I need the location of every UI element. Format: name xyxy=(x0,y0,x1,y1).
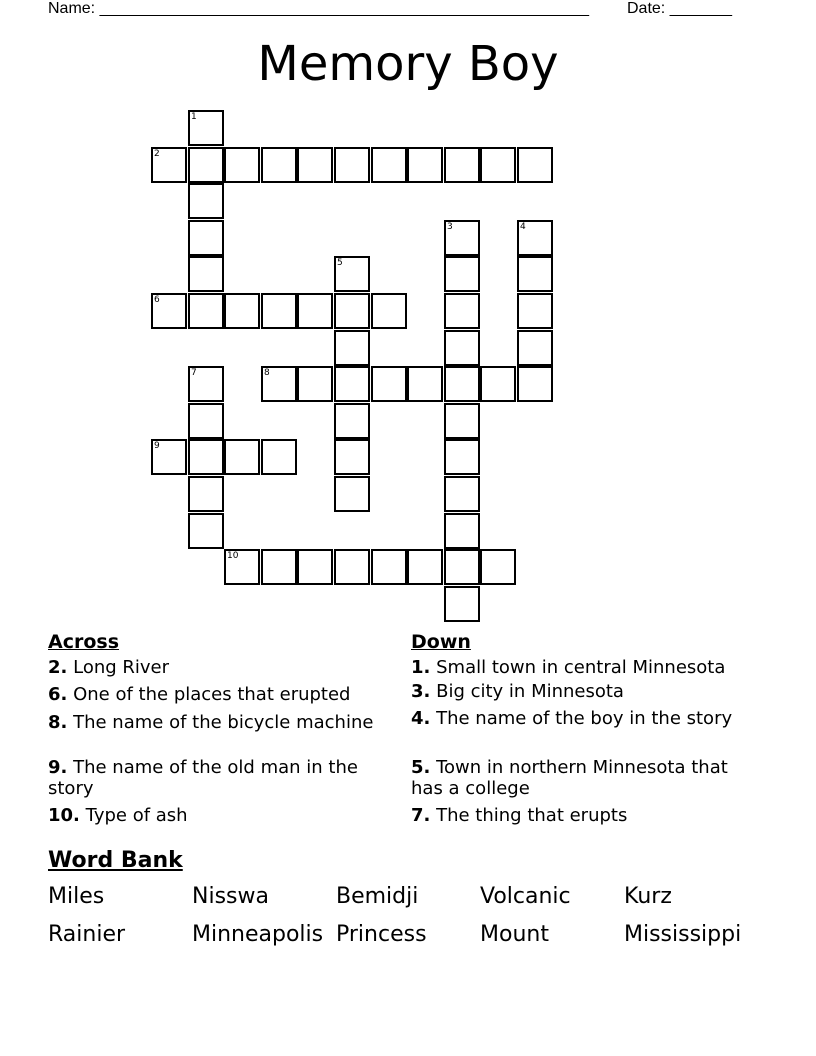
clue-across-6 xyxy=(48,684,383,705)
clue-down-3 xyxy=(411,681,746,702)
crossword-cell[interactable] xyxy=(517,366,553,402)
crossword-cell[interactable] xyxy=(334,256,370,292)
cell-number: 9 xyxy=(154,441,160,451)
crossword-cell[interactable] xyxy=(444,293,480,329)
cell-number: 3 xyxy=(447,222,453,232)
word-bank-item: Minneapolis xyxy=(192,922,324,947)
cell-number: 1 xyxy=(191,112,197,122)
crossword-cell[interactable] xyxy=(444,256,480,292)
cell-number: 10 xyxy=(227,551,239,561)
crossword-cell[interactable] xyxy=(151,439,187,475)
crossword-cell[interactable] xyxy=(188,183,224,219)
word-bank-item: Nisswa xyxy=(192,884,269,909)
clue-number: 2. xyxy=(48,657,68,678)
clue-number: 10. xyxy=(48,805,80,826)
crossword-cell[interactable] xyxy=(224,147,260,183)
crossword-cell[interactable] xyxy=(188,476,224,512)
crossword-cell[interactable] xyxy=(334,439,370,475)
crossword-cell[interactable] xyxy=(151,147,187,183)
down-heading: Down xyxy=(411,631,471,653)
crossword-cell[interactable] xyxy=(480,366,516,402)
clue-text: Type of ash xyxy=(85,805,188,826)
crossword-cell[interactable] xyxy=(444,147,480,183)
crossword-cell[interactable] xyxy=(371,366,407,402)
crossword-cell[interactable] xyxy=(224,439,260,475)
word-bank-heading: Word Bank xyxy=(48,848,183,873)
word-bank-item: Bemidji xyxy=(336,884,419,909)
crossword-cell[interactable] xyxy=(151,293,187,329)
crossword-cell[interactable] xyxy=(297,366,333,402)
clue-number: 4. xyxy=(411,708,431,729)
clue-text: The name of the bicycle machine xyxy=(73,712,374,733)
word-bank-item: Kurz xyxy=(624,884,672,909)
crossword-cell[interactable] xyxy=(261,439,297,475)
word-bank-item: Mount xyxy=(480,922,549,947)
clue-across-9 xyxy=(48,757,383,799)
crossword-cell[interactable] xyxy=(371,147,407,183)
crossword-cell[interactable] xyxy=(261,147,297,183)
clue-down-4 xyxy=(411,708,746,729)
crossword-cell[interactable] xyxy=(188,366,224,402)
crossword-cell[interactable] xyxy=(188,293,224,329)
clue-number: 8. xyxy=(48,712,68,733)
crossword-cell[interactable] xyxy=(444,330,480,366)
clue-across-10 xyxy=(48,805,383,826)
clue-text: The thing that erupts xyxy=(436,805,628,826)
crossword-cell[interactable] xyxy=(188,147,224,183)
crossword-cell[interactable] xyxy=(261,549,297,585)
crossword-cell[interactable] xyxy=(444,549,480,585)
crossword-cell[interactable] xyxy=(517,220,553,256)
crossword-cell[interactable] xyxy=(517,330,553,366)
word-bank-item: Volcanic xyxy=(480,884,571,909)
clue-down-5 xyxy=(411,757,746,799)
crossword-cell[interactable] xyxy=(334,330,370,366)
crossword-cell[interactable] xyxy=(480,549,516,585)
name-field-label: Name: _______________________________________________________ xyxy=(48,0,589,17)
clue-text: Town in northern Minnesota that has a college xyxy=(411,757,728,799)
crossword-cell[interactable] xyxy=(444,476,480,512)
crossword-cell[interactable] xyxy=(188,403,224,439)
crossword-cell[interactable] xyxy=(444,403,480,439)
cell-number: 5 xyxy=(337,258,343,268)
crossword-cell[interactable] xyxy=(407,549,443,585)
crossword-cell[interactable] xyxy=(224,293,260,329)
crossword-cell[interactable] xyxy=(297,549,333,585)
crossword-cell[interactable] xyxy=(407,366,443,402)
crossword-cell[interactable] xyxy=(297,293,333,329)
crossword-cell[interactable] xyxy=(444,220,480,256)
clue-down-1 xyxy=(411,657,746,678)
crossword-cell[interactable] xyxy=(371,293,407,329)
crossword-cell[interactable] xyxy=(517,256,553,292)
crossword-cell[interactable] xyxy=(444,513,480,549)
clue-down-7 xyxy=(411,805,746,826)
crossword-cell[interactable] xyxy=(334,476,370,512)
clue-text: Long River xyxy=(73,657,170,678)
word-bank-item: Miles xyxy=(48,884,105,909)
cell-number: 4 xyxy=(520,222,526,232)
crossword-cell[interactable] xyxy=(334,549,370,585)
crossword-cell[interactable] xyxy=(480,147,516,183)
crossword-cell[interactable] xyxy=(371,549,407,585)
crossword-cell[interactable] xyxy=(444,366,480,402)
crossword-cell[interactable] xyxy=(407,147,443,183)
across-heading: Across xyxy=(48,631,120,653)
cell-number: 2 xyxy=(154,149,160,159)
crossword-cell[interactable] xyxy=(297,147,333,183)
clue-text: Big city in Minnesota xyxy=(436,681,624,702)
word-bank-item: Mississippi xyxy=(624,922,742,947)
crossword-cell[interactable] xyxy=(261,293,297,329)
crossword-cell[interactable] xyxy=(334,293,370,329)
crossword-cell[interactable] xyxy=(188,256,224,292)
crossword-cell[interactable] xyxy=(188,110,224,146)
clue-number: 6. xyxy=(48,684,68,705)
crossword-cell[interactable] xyxy=(261,366,297,402)
crossword-cell[interactable] xyxy=(444,586,480,622)
puzzle-title: Memory Boy xyxy=(257,36,559,92)
clue-text: The name of the old man in the story xyxy=(48,757,358,799)
crossword-cell[interactable] xyxy=(188,439,224,475)
crossword-cell[interactable] xyxy=(517,293,553,329)
crossword-cell[interactable] xyxy=(188,220,224,256)
crossword-cell[interactable] xyxy=(517,147,553,183)
date-field-label: Date: _______ xyxy=(627,0,732,17)
crossword-cell[interactable] xyxy=(334,147,370,183)
clue-across-2 xyxy=(48,657,383,678)
crossword-cell[interactable] xyxy=(334,366,370,402)
clue-number: 5. xyxy=(411,757,431,778)
clue-text: One of the places that erupted xyxy=(73,684,351,705)
cell-number: 8 xyxy=(264,368,270,378)
crossword-cell[interactable] xyxy=(334,403,370,439)
clue-text: Small town in central Minnesota xyxy=(436,657,726,678)
clue-number: 9. xyxy=(48,757,68,778)
clue-number: 1. xyxy=(411,657,431,678)
word-bank-item: Princess xyxy=(336,922,427,947)
clue-text: The name of the boy in the story xyxy=(436,708,733,729)
crossword-cell[interactable] xyxy=(188,513,224,549)
cell-number: 7 xyxy=(191,368,197,378)
cell-number: 6 xyxy=(154,295,160,305)
clue-number: 3. xyxy=(411,681,431,702)
clue-across-8 xyxy=(48,712,383,733)
crossword-cell[interactable] xyxy=(444,439,480,475)
clue-number: 7. xyxy=(411,805,431,826)
crossword-cell[interactable] xyxy=(224,549,260,585)
word-bank-item: Rainier xyxy=(48,922,126,947)
